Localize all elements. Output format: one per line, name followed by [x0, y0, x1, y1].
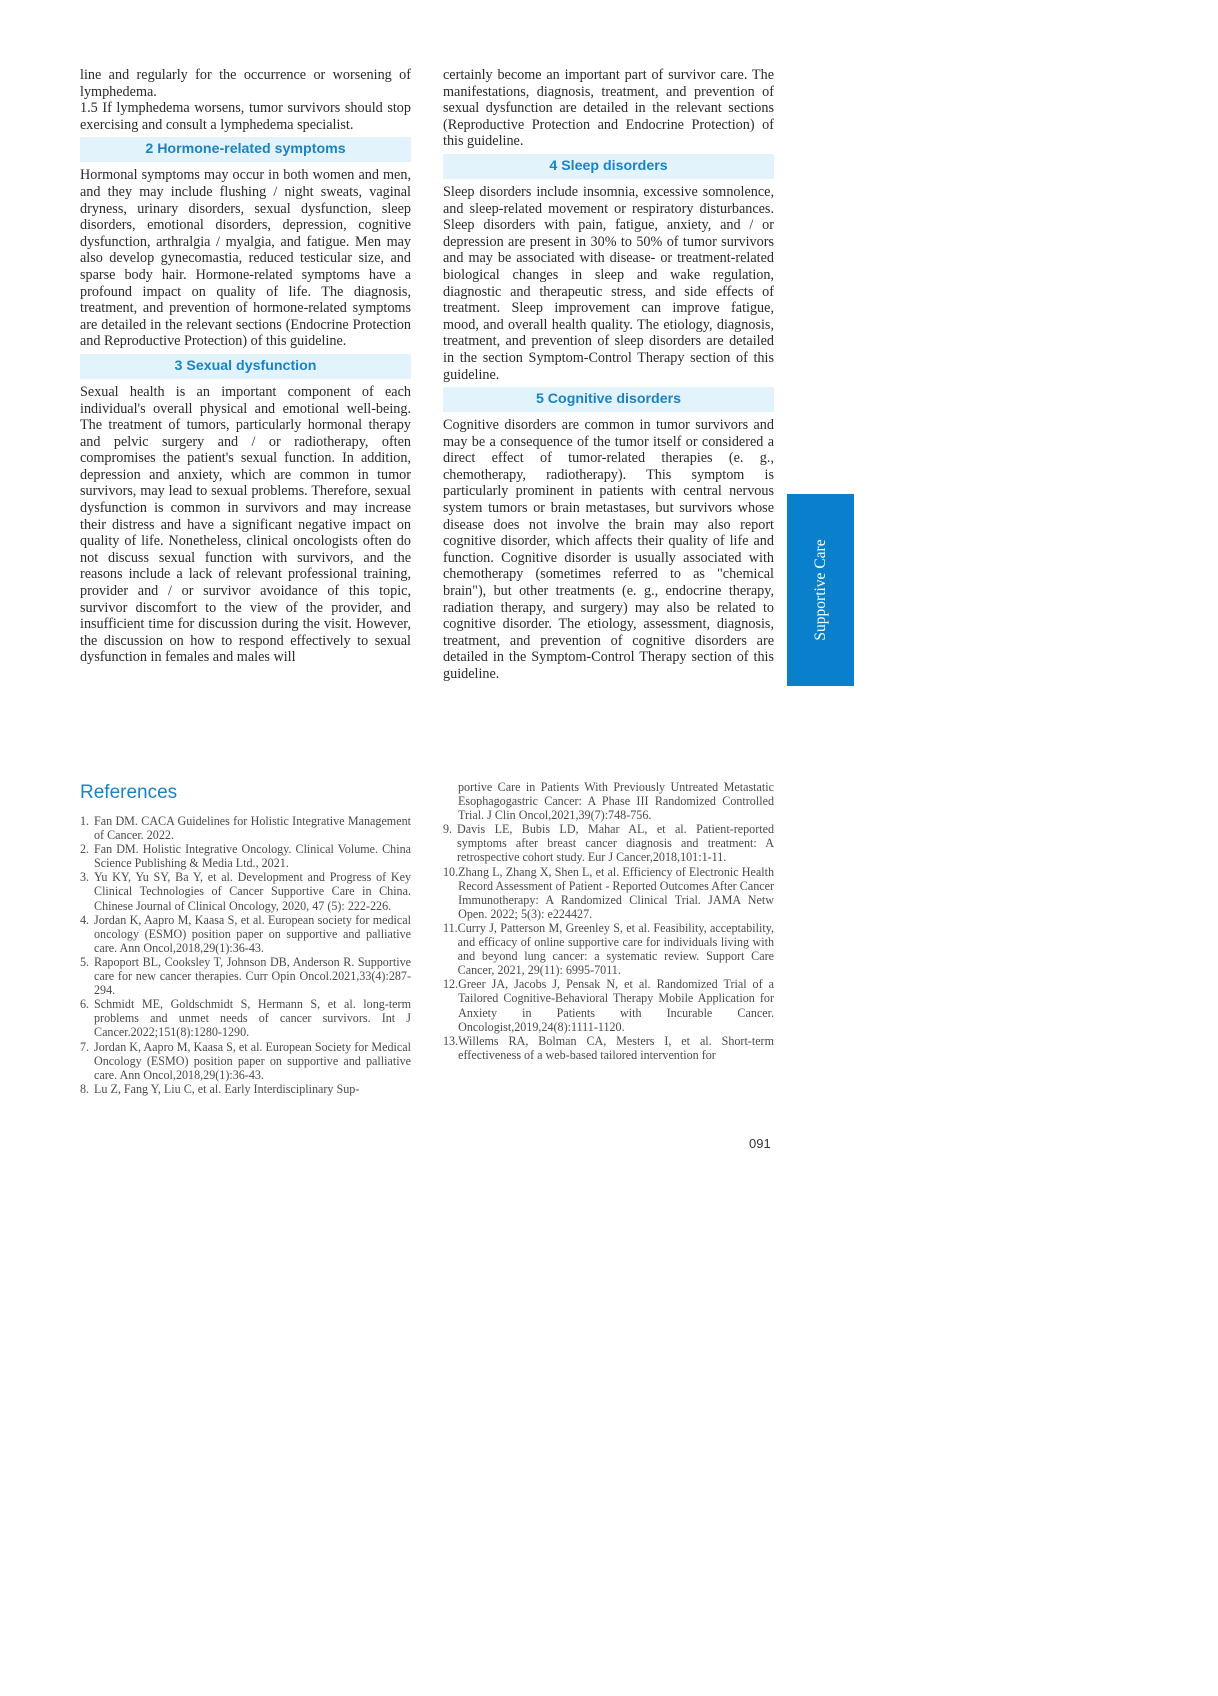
reference-item: [80, 997, 411, 1039]
reference-text: Zhang L, Zhang X, Shen L, et al. Efficiency of Electronic Health Record Assessment of Patient - Reported Outcomes After Cancer Immunotherapy: A Randomized Clinical Trial. JAMA Netw Open. 2022; 5(3): e224427.: [458, 864, 774, 921]
reference-number: 10.: [443, 864, 459, 879]
section-4-heading: 4 Sleep disorders: [443, 154, 774, 179]
reference-item: [443, 822, 774, 864]
reference-number: 13.: [443, 1033, 459, 1048]
reference-text: Jordan K, Aapro M, Kaasa S, et al. European society for medical oncology (ESMO) position paper on supportive and palliative care. Ann Oncol,2018,29(1):36-43.: [94, 912, 411, 955]
reference-number: 11.: [443, 920, 458, 935]
section-2-body: Hormonal symptoms may occur in both women and men, and they may include flushing / night sweats, vaginal dryness, urinary disorders, sexual dysfunction, sleep disorders, emotional disorders, depression, cognitive dysfunction, arthralgia / myalgia, and fatigue. Men may also develop gynecomastia, reduced testicular size, and sparse body hair. Hormone-related symptoms have a profound impact on quality of life. The diagnosis, treatment, and prevention of hormone-related symptoms are detailed in the relevant sections (Endocrine Protection and Reproductive Protection) of this guideline.: [80, 167, 411, 350]
references-left-list: [80, 814, 411, 1096]
reference-number: 7.: [80, 1039, 90, 1054]
reference-text: Fan DM. CACA Guidelines for Holistic Integrative Management of Cancer. 2022.: [94, 814, 411, 843]
reference-text: Lu Z, Fang Y, Liu C, et al. Early Interdisciplinary Sup-: [94, 1081, 360, 1096]
side-tab-label: Supportive Care: [811, 539, 829, 641]
reference-text: Jordan K, Aapro M, Kaasa S, et al. European Society for Medical Oncology (ESMO) position paper on supportive and palliative care. Ann Oncol,2018,29(1):36-43.: [94, 1039, 411, 1082]
reference-text: Davis LE, Bubis LD, Mahar AL, et al. Patient-reported symptoms after breast cancer diagnosis and treatment: A retrospective cohort study. Eur J Cancer,2018,101:1-11.: [457, 822, 774, 865]
reference-item: [80, 1040, 411, 1082]
reference-item: [443, 921, 774, 977]
reference-item: [443, 865, 774, 921]
references-title: References: [80, 782, 178, 803]
right-intro-text: certainly become an important part of survivor care. The manifestations, diagnosis, treatment, and prevention of sexual dysfunction are detailed in the relevant sections (Reproductive Protection and Endocrine Protection) of this guideline.: [443, 67, 774, 150]
reference-item: [80, 814, 411, 842]
reference-number: 2.: [80, 842, 90, 857]
references-right-list: [443, 780, 774, 1062]
reference-item: [80, 870, 411, 912]
reference-text: Greer JA, Jacobs J, Pensak N, et al. Randomized Trial of a Tailored Cognitive-Behavioral Therapy Mobile Application for Anxiety in Patients with Incurable Cancer. Oncologist,2019,24(8):1111-1120.: [458, 977, 774, 1034]
reference-item: [443, 1034, 774, 1062]
reference-text: Curry J, Patterson M, Greenley S, et al. Feasibility, acceptability, and efficacy of online supportive care for individuals living with and beyond lung cancer: a systematic review. Support Care Cancer, 2021, 29(11): 6995-7011.: [457, 920, 774, 978]
reference-8-continuation: portive Care in Patients With Previously Untreated Metastatic Esophagogastric Cancer: A Phase III Randomized Controlled Trial. J Clin Oncol,2021,39(7):748-756.: [458, 780, 774, 823]
reference-text: Rapoport BL, Cooksley T, Johnson DB, Anderson R. Supportive care for new cancer therapies. Curr Opin Oncol.2021,33(4):287-294.: [94, 954, 411, 998]
section-2-heading: 2 Hormone-related symptoms: [80, 137, 411, 162]
reference-number: 12.: [443, 977, 459, 992]
section-4-body: Sleep disorders include insomnia, excessive somnolence, and sleep-related movement or respiratory disturbances. Sleep disorders with pain, fatigue, anxiety, and / or depression are present in 30% to 50% of tumor survivors and may be associated with disease- or treatment-related biological changes in sleep and wake regulation, diagnostic and therapeutic stress, and side effects of treatment. Sleep improvement can improve fatigue, mood, and overall health quality. The etiology, diagnosis, treatment, and prevention of sleep disorders are detailed in the section Symptom-Control Therapy section of this guideline.: [443, 183, 774, 383]
reference-number: 6.: [80, 997, 90, 1012]
reference-number: 1.: [80, 814, 90, 828]
reference-number: 8.: [80, 1081, 90, 1096]
section-3-heading: 3 Sexual dysfunction: [80, 354, 411, 379]
reference-number: 4.: [80, 912, 90, 927]
reference-item: [80, 1082, 411, 1096]
right-column: [443, 67, 774, 683]
side-tab: [787, 494, 854, 686]
reference-item: [443, 977, 774, 1033]
reference-number: 5.: [80, 954, 90, 969]
section-5-heading: 5 Cognitive disorders: [443, 387, 774, 412]
reference-text: Yu KY, Yu SY, Ba Y, et al. Development and Progress of Key Clinical Technologies of Cancer Supportive Care in China. Chinese Journal of Clinical Oncology, 2020, 47 (5): 222-226.: [94, 870, 411, 913]
reference-text: Schmidt ME, Goldschmidt S, Hermann S, et al. long-term problems and unmet needs of cancer survivors. Int J Cancer.2022;151(8):1280-1290.: [94, 997, 411, 1040]
item-1-5-text: 1.5 If lymphedema worsens, tumor survivors should stop exercising and consult a lymphedema specialist.: [80, 100, 411, 133]
reference-text: Willems RA, Bolman CA, Mesters I, et al. Short-term effectiveness of a web-based tailored intervention for: [458, 1033, 774, 1062]
section-3-body: Sexual health is an important component of each individual's overall physical and emotional well-being. The treatment of tumors, particularly hormonal therapy and pelvic surgery and / or radiotherapy, often compromises the patient's sexual function. In addition, depression and anxiety, which are common in tumor survivors, may lead to sexual problems. Therefore, sexual dysfunction is common in survivors and may increase their distress and have a significant negative impact on quality of life. Nonetheless, clinical oncologists often do not discuss sexual function with survivors, and the reasons include a lack of relevant professional training, provider and / or survivor avoidance of this topic, survivor discomfort to the view of the provider, and insufficient time for discussion during the visit. However, the discussion on how to respond effectively to sexual dysfunction in females and males will: [80, 383, 411, 666]
reference-number: 3.: [80, 870, 90, 885]
reference-number: 9.: [443, 822, 453, 837]
page-number: 091: [749, 1136, 771, 1151]
reference-item: [80, 955, 411, 997]
left-column: [80, 67, 411, 666]
reference-item: [80, 913, 411, 955]
left-intro-text: line and regularly for the occurrence or worsening of lymphedema.: [80, 67, 411, 100]
reference-text: Fan DM. Holistic Integrative Oncology. Clinical Volume. China Science Publishing & Media Ltd., 2021.: [94, 842, 411, 871]
section-5-body: Cognitive disorders are common in tumor survivors and may be a consequence of the tumor itself or considered a direct effect of tumor-related therapies (e. g., chemotherapy, radiotherapy). This symptom is particularly prominent in patients with central nervous system tumors or brain metastases, but survivors whose disease does not involve the brain may also report cognitive disorder, which affects their quality of life and function. Cognitive disorder is usually associated with chemotherapy (sometimes referred to as "chemical brain"), but other treatments (e. g., endocrine therapy, radiation therapy, and surgery) may also be related to cognitive disorder. The etiology, assessment, diagnosis, treatment, and prevention of cognitive disorders are detailed in the Symptom-Control Therapy section of this guideline.: [443, 417, 774, 682]
reference-item: [80, 842, 411, 870]
